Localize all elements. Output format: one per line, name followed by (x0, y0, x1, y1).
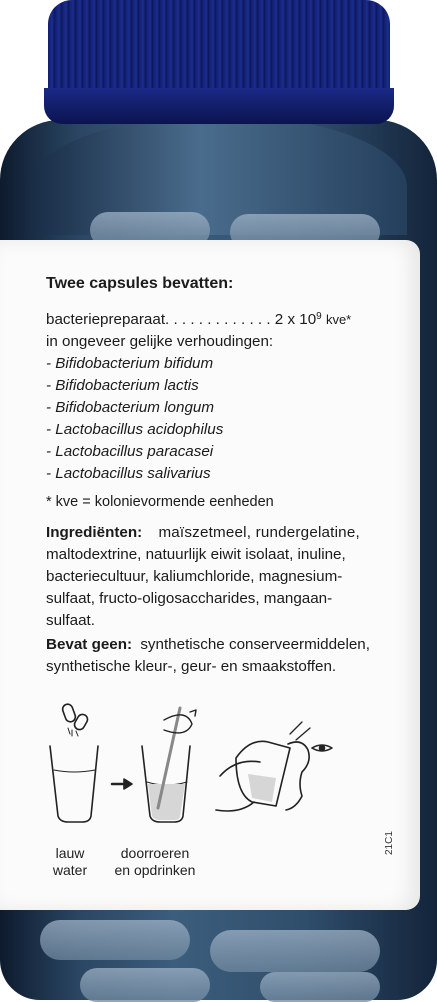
ingredients-line: bacteriecultuur, kaliumchloride, magnesium- (46, 568, 343, 585)
ingredients-line: sulfaat. (46, 612, 95, 629)
excludes-line-1 (46, 635, 370, 655)
ingredients-line: maltodextrine, natuurlijk eiwit isolaat, inuline, (46, 546, 346, 563)
main-ingredient-row (46, 310, 351, 330)
step-caption: lauw water (52, 845, 88, 878)
lot-code: 21C1 (384, 831, 395, 855)
footnote: * kve = kolonievormende eenheden (46, 494, 274, 510)
main-ingredient-amount: 2 x 10 (274, 311, 317, 328)
excludes-label: Bevat geen: (46, 636, 133, 653)
amount-exponent: 9 (316, 311, 322, 322)
strain-item: - Lactobacillus acidophilus (46, 421, 224, 438)
arrow-icon (124, 779, 132, 789)
product-label (0, 240, 420, 910)
ratio-text: in ongeveer gelijke verhoudingen: (46, 333, 274, 350)
capsule (210, 930, 380, 972)
excludes-line: synthetische kleur-, geur- en smaakstoffen. (46, 658, 337, 675)
step-caption: doorroeren en opdrinken (114, 845, 196, 878)
instruction-illustration (40, 698, 340, 848)
strain-item: - Bifidobacterium longum (46, 399, 214, 416)
strain-item: - Lactobacillus salivarius (46, 465, 211, 482)
amount-unit: kve* (325, 312, 352, 327)
label-header: Twee capsules bevatten: (46, 275, 234, 292)
ingredients-line-1 (46, 523, 360, 543)
main-ingredient-name: bacteriepreparaat (46, 311, 166, 328)
leader-dots: . . . . . . . . . . . . . (165, 311, 271, 328)
ingredients-label: Ingrediënten: (46, 524, 143, 541)
strain-item: - Bifidobacterium bifidum (46, 355, 214, 372)
glass-icon (50, 746, 98, 822)
capsule (40, 920, 190, 960)
ingredients-line: sulfaat, fructo-oligosaccharides, mangaan- (46, 590, 333, 607)
capsule (80, 968, 210, 1002)
bottle-cap-rim (44, 88, 394, 124)
excludes-text: synthetische conserveermiddelen, (140, 636, 370, 653)
capsule-icon (61, 703, 77, 723)
ingredients-text: maïszetmeel, rundergelatine, (158, 524, 360, 541)
strain-item: - Bifidobacterium lactis (46, 377, 199, 394)
strain-item: - Lactobacillus paracasei (46, 443, 214, 460)
capsule (260, 972, 380, 1002)
